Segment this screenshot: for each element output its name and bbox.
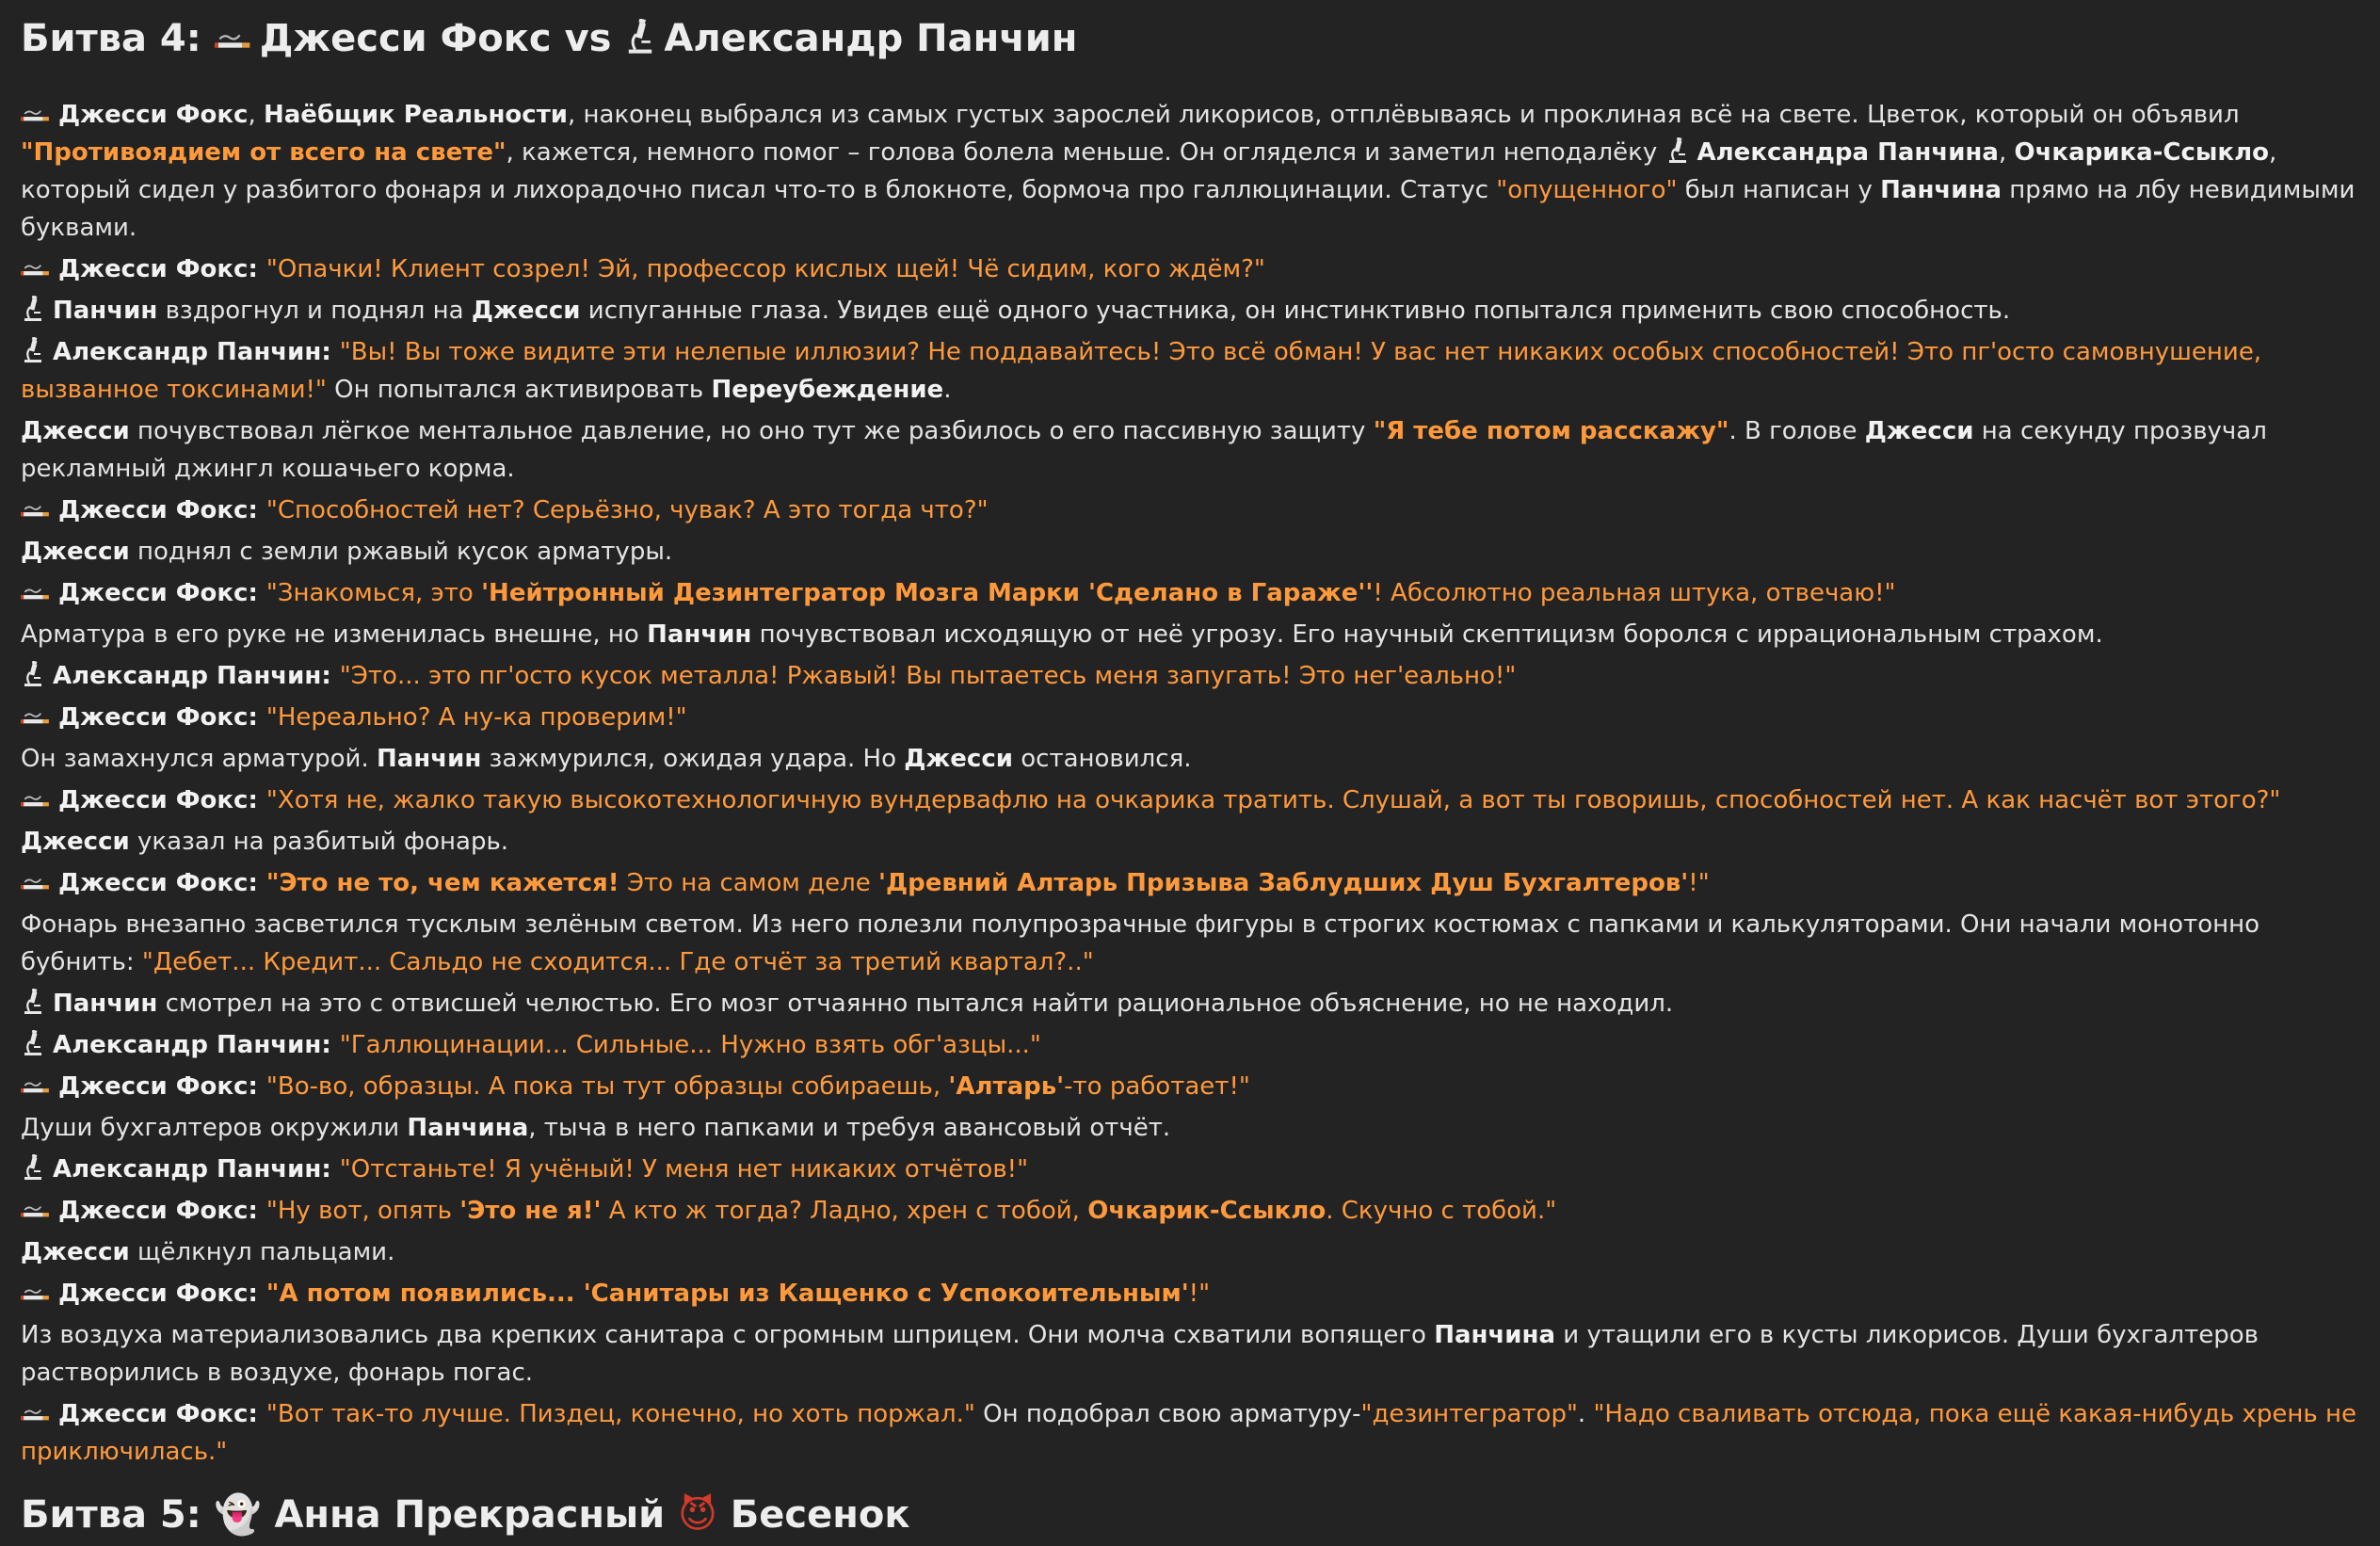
narration-line — [21, 1316, 2359, 1392]
dialogue-line: Джесси Фокс: "А потом появились... 'Санитары из Кащенко с Успокоительным'!" — [21, 1275, 2359, 1312]
narration-line — [21, 1233, 2359, 1271]
cigarette-icon — [21, 584, 51, 604]
speaker-name: Джесси — [471, 297, 581, 325]
quote-text: . Скучно с тобой." — [1326, 1197, 1557, 1225]
narration-text: Он попытался активировать — [326, 376, 712, 404]
cigarette-icon — [21, 105, 51, 126]
speaker-name: Джесси — [904, 745, 1013, 773]
quote-text: ! Абсолютно реальная штука, отвечаю!" — [1373, 579, 1896, 607]
quote-text: -то работает!" — [1064, 1072, 1250, 1101]
speaker-title: Наёбщик Реальности — [264, 101, 568, 129]
narration-text: Арматура в его руке не изменилась внешне, но — [21, 620, 648, 649]
narration-text: Он подобрал свою арматуру- — [974, 1400, 1361, 1428]
dialogue-line: Джесси Фокс: "Хотя не, жалко такую высокотехнологичную вундервафлю на очкарика тратить. Слушай, а вот ты говоришь, способностей нет. А как насчёт вот этого?" — [21, 781, 2359, 819]
heading-prefix: Битва 4: — [21, 17, 201, 60]
quote-text: "А потом появились... 'Санитары из Кащенко с Успокоительным' — [265, 1280, 1189, 1308]
narration-text: испуганные глаза. Увидев ещё одного участника, он инстинктивно попытался применить свою способность. — [580, 297, 2011, 325]
microscope-icon — [21, 1030, 45, 1056]
speaker-name: Джесси Фокс — [58, 786, 249, 814]
narration-text: почувствовал лёгкое ментальное давление, но оно тут же разбилось о его пассивную защиту — [129, 417, 1374, 445]
cigarette-icon — [215, 28, 252, 55]
narration-line — [21, 292, 2359, 330]
narration-text: был написан у — [1677, 176, 1881, 204]
narration-text: на секунду прозвучал рекламный джингл кошачьего корма. — [21, 417, 2267, 483]
narration-text: , кажется, немного помог – голова болела меньше. Он огляделся и заметил неподалёку — [506, 138, 1665, 167]
narration-line — [21, 906, 2359, 981]
narration-text: . В голове — [1729, 417, 1865, 445]
speaker-name: Панчина — [1434, 1321, 1556, 1349]
narration-text: , который сидел у разбитого фонаря и лихорадочно писал что-то в блокноте, бормоча про галлюцинации. Статус — [21, 138, 2277, 204]
dialogue-line: Александр Панчин: "Отстаньте! Я учёный! У меня нет никаких отчётов!" — [21, 1151, 2359, 1188]
narration-text: вздрогнул и поднял на — [157, 297, 472, 325]
quote-text: "Во-во, образцы. А пока ты тут образцы собираешь, — [265, 1072, 949, 1101]
quote-text: "Хотя не, жалко такую высокотехнологичную вундервафлю на очкарика тратить. Слушай, а вот ты говоришь, способностей нет. А как насчёт вот этого?" — [265, 786, 2281, 814]
quote-text: "Дебет... Кредит... Сальдо не сходится... Где отчёт за третий квартал?.." — [141, 948, 1094, 976]
skill-name: Переубеждение — [711, 376, 944, 404]
devil-icon: 😈 — [678, 1493, 717, 1537]
heading-fighter1: Джесси Фокс — [259, 17, 552, 60]
quote-text: "Надо сваливать отсюда, пока ещё какая-нибудь хрень не приключилась." — [21, 1400, 2356, 1466]
narration-text: Души бухгалтеров окружили — [21, 1114, 408, 1142]
microscope-icon — [21, 661, 45, 687]
speaker-name: Джесси — [1864, 417, 1974, 445]
cigarette-icon — [21, 791, 51, 812]
speaker-name: Панчин — [647, 620, 752, 649]
dialogue-line: Джесси Фокс: "Ну вот, опять 'Это не я!' А кто ж тогда? Ладно, хрен с тобой, Очкарик-Ссыкло. Скучно с тобой." — [21, 1192, 2359, 1230]
quote-text: "Это не то, чем кажется! — [265, 869, 619, 897]
narration-text: . — [1577, 1400, 1594, 1428]
quote-text: "Нереально? А ну-ка проверим!" — [265, 703, 687, 732]
dialogue-line: Александр Панчин: "Это... это пг'осто кусок металла! Ржавый! Вы пытаетесь меня запугать! Это нег'еально!" — [21, 657, 2359, 695]
speaker-name: Джесси Фокс — [58, 1400, 249, 1428]
quote-text: "Способностей нет? Серьёзно, чувак? А это тогда что?" — [265, 496, 989, 524]
quote-text: !" — [1688, 869, 1710, 897]
speaker-name: Джесси — [21, 828, 130, 856]
speaker-name: Джесси Фокс — [58, 869, 249, 897]
quote-text: "Опачки! Клиент созрел! Эй, профессор кислых щей! Чё сидим, кого ждём?" — [265, 255, 1265, 283]
microscope-icon — [21, 337, 45, 363]
quote-text: 'Нейтронный Дезинтегратор Мозга Марки 'Сделано в Гараже'' — [481, 579, 1374, 607]
dialogue-line: Джесси Фокс: "Опачки! Клиент созрел! Эй, профессор кислых щей! Чё сидим, кого ждём?" — [21, 250, 2359, 288]
quote-text: "Отстаньте! Я учёный! У меня нет никаких отчётов!" — [339, 1155, 1029, 1184]
cigarette-icon — [21, 1077, 51, 1098]
speaker-name: Джесси Фокс — [58, 1072, 249, 1101]
quote-text: "опущенного" — [1496, 176, 1678, 204]
quote-text: Это на самом деле — [619, 869, 878, 897]
narration-text: и утащили его в кусты ликорисов. Души бухгалтеров растворились в воздухе, фонарь погас. — [21, 1321, 2259, 1387]
cigarette-icon — [21, 874, 51, 894]
quote-text: "Галлюцинации... Сильные... Нужно взять обг'азцы..." — [339, 1031, 1041, 1059]
speaker-name: Александр Панчин — [53, 1031, 322, 1059]
speaker-name: Александра Панчина — [1697, 138, 1999, 167]
speaker-name: Александр Панчин — [53, 338, 322, 366]
narration-text: Фонарь внезапно засветился тусклым зелёным светом. Из него полезли полупрозрачные фигуры в строгих костюмах с папками и калькуляторами. Они начали монотонно бубнить: — [21, 910, 2260, 976]
narration-text: Из воздуха материализовались два крепких санитара с огромным шприцем. Они молча схватили вопящего — [21, 1321, 1435, 1349]
heading-fighter2: Александр Панчин — [664, 17, 1078, 60]
quote-text: 'Древний Алтарь Призыва Заблудших Душ Бухгалтеров' — [877, 869, 1689, 897]
speaker-name: Джесси — [21, 538, 130, 566]
ghost-icon: 👻 — [214, 1493, 262, 1537]
speaker-name: Джесси Фокс — [58, 1197, 249, 1225]
dialogue-line: Джесси Фокс: "Во-во, образцы. А пока ты тут образцы собираешь, 'Алтарь'-то работает!" — [21, 1068, 2359, 1105]
next-heading-fighter1: Анна Прекрасный — [274, 1493, 666, 1537]
next-heading-prefix: Битва 5: — [21, 1493, 201, 1537]
heading-vs: vs — [564, 17, 612, 60]
quote-text: Очкарик-Ссыкло — [1087, 1197, 1327, 1225]
dialogue-line: Джесси Фокс: "Способностей нет? Серьёзно, чувак? А это тогда что?" — [21, 491, 2359, 529]
narration-paragraph: Джесси Фокс, Наёбщик Реальности, наконец выбрался из самых густых зарослей ликорисов, отплёвываясь и проклиная всё на свете. Цветок, который он объявил "Противоядием от всего на свете", кажется, немного помог – голова болела меньше. Он огляделся и заметил неподалёку Александра Панчина, Очкарика-Ссыкло, который сидел у разбитого фонаря и лихорадочно писал что-то в блокноте, бормоча про галлюцинации. Статус "опущенного" был написан у Панчина прямо на лбу невидимыми буквами. — [21, 101, 2356, 242]
speaker-name: Александр Панчин — [53, 662, 322, 690]
quote-text: 'Алтарь' — [948, 1072, 1065, 1101]
narration-text: почувствовал исходящую от неё угрозу. Его научный скептицизм боролся с иррациональным страхом. — [751, 620, 2103, 649]
speaker-name: Джесси Фокс — [58, 496, 249, 524]
quote-text: "дезинтегратор" — [1360, 1400, 1578, 1428]
microscope-icon — [1665, 137, 1690, 164]
narration-text: поднял с земли ржавый кусок арматуры. — [129, 538, 673, 566]
narration-text: . — [943, 376, 952, 404]
quote-text: "Противоядием от всего на свете" — [21, 138, 507, 167]
narration-text: , наконец выбрался из самых густых зарослей ликорисов, отплёвываясь и проклиная всё на свете. Цветок, который он объявил — [568, 101, 2240, 129]
quote-text: А кто ж тогда? Ладно, хрен с тобой, — [601, 1197, 1088, 1225]
quote-text: "Знакомься, это — [265, 579, 482, 607]
quote-text: "Ну вот, опять — [265, 1197, 460, 1225]
narration-text: указал на разбитый фонарь. — [129, 828, 509, 856]
quote-text: "Я тебе потом расскажу" — [1373, 417, 1729, 445]
speaker-name: Джесси Фокс — [58, 1280, 249, 1308]
speaker-title: Очкарика-Ссыкло — [2014, 138, 2269, 167]
speaker-name: Александр Панчин — [53, 1155, 322, 1184]
narration-text: остановился. — [1012, 745, 1192, 773]
cigarette-icon — [21, 1405, 51, 1425]
microscope-icon — [21, 989, 45, 1015]
dialogue-line: Джесси Фокс: "Это не то, чем кажется! Это на самом деле 'Древний Алтарь Призыва Заблудших Душ Бухгалтеров'!" — [21, 864, 2359, 902]
cigarette-icon — [21, 708, 51, 729]
narration-line — [21, 1109, 2359, 1147]
speaker-name: Джесси Фокс — [58, 101, 249, 129]
battle-heading — [21, 8, 2359, 70]
narration-text: смотрел на это с отвисшей челюстью. Его мозг отчаянно пытался найти рациональное объяснение, но не находил. — [157, 990, 1674, 1018]
cigarette-icon — [21, 501, 51, 522]
dialogue-line: Джесси Фокс: "Знакомься, это 'Нейтронный Дезинтегратор Мозга Марки 'Сделано в Гараже''! Абсолютно реальная штука, отвечаю!" — [21, 574, 2359, 612]
dialogue-line: Александр Панчин: "Вы! Вы тоже видите эти нелепые иллюзии? Не поддавайтесь! Это всё обман! У вас нет никаких особых способностей! Это пг'осто самовнушение, вызванное токсинами!" Он попытался активировать Переубеждение. — [21, 338, 2262, 404]
speaker-name: Панчин — [53, 297, 158, 325]
narration-text: , тыча в него папками и требуя авансовый отчёт. — [528, 1114, 1171, 1142]
quote-text: "Это... это пг'осто кусок металла! Ржавый! Вы пытаетесь меня запугать! Это нег'еально!" — [339, 662, 1517, 690]
narration-text: прямо на лбу невидимыми буквами. — [21, 176, 2356, 242]
narration-line — [21, 985, 2359, 1023]
speaker-name: Джесси Фокс — [58, 579, 249, 607]
narration-line — [21, 823, 2359, 861]
dialogue-line: Джесси Фокс: "Вот так-то лучше. Пиздец, конечно, но хоть поржал." Он подобрал свою арматуру-"дезинтегратор". "Надо сваливать отсюда, пока ещё какая-нибудь хрень не приключилась." — [21, 1400, 2356, 1466]
microscope-icon — [21, 1154, 45, 1181]
speaker-name: Джесси Фокс — [58, 703, 249, 732]
quote-text: "Вот так-то лучше. Пиздец, конечно, но хоть поржал." — [265, 1400, 975, 1428]
speaker-name: Джесси Фокс — [58, 255, 249, 283]
quote-text: 'Это не я!' — [459, 1197, 602, 1225]
narration-line — [21, 616, 2359, 653]
microscope-icon — [21, 296, 45, 322]
dialogue-line: Джесси Фокс: "Нереально? А ну-ка проверим!" — [21, 699, 2359, 736]
microscope-icon — [624, 19, 656, 55]
quote-text: "Вы! Вы тоже видите эти нелепые иллюзии? Не поддавайтесь! Это всё обман! У вас нет никаких особых способностей! Это пг'осто самовнушение, вызванное токсинами!" — [21, 338, 2262, 404]
narration-text: Он замахнулся арматурой. — [21, 745, 377, 773]
cigarette-icon — [21, 260, 51, 281]
speaker-name: Джесси — [21, 417, 130, 445]
next-battle-heading — [21, 1484, 2359, 1537]
dialogue-line: Александр Панчин: "Галлюцинации... Сильные... Нужно взять обг'азцы..." — [21, 1026, 2359, 1064]
narration-text: зажмурился, ожидая удара. Но — [481, 745, 905, 773]
speaker-name: Джесси — [21, 1238, 130, 1266]
quote-text: !" — [1188, 1280, 1211, 1308]
cigarette-icon — [21, 1201, 51, 1222]
speaker-name: Панчина — [407, 1114, 529, 1142]
speaker-name: Панчин — [53, 990, 158, 1018]
narration-line — [21, 412, 2359, 488]
narration-text: щёлкнул пальцами. — [129, 1238, 395, 1266]
speaker-name: Панчин — [376, 745, 482, 773]
next-heading-fighter2: Бесенок — [730, 1493, 910, 1537]
narration-line — [21, 740, 2359, 778]
narration-line — [21, 533, 2359, 571]
speaker-name: Панчина — [1880, 176, 2002, 204]
cigarette-icon — [21, 1284, 51, 1305]
